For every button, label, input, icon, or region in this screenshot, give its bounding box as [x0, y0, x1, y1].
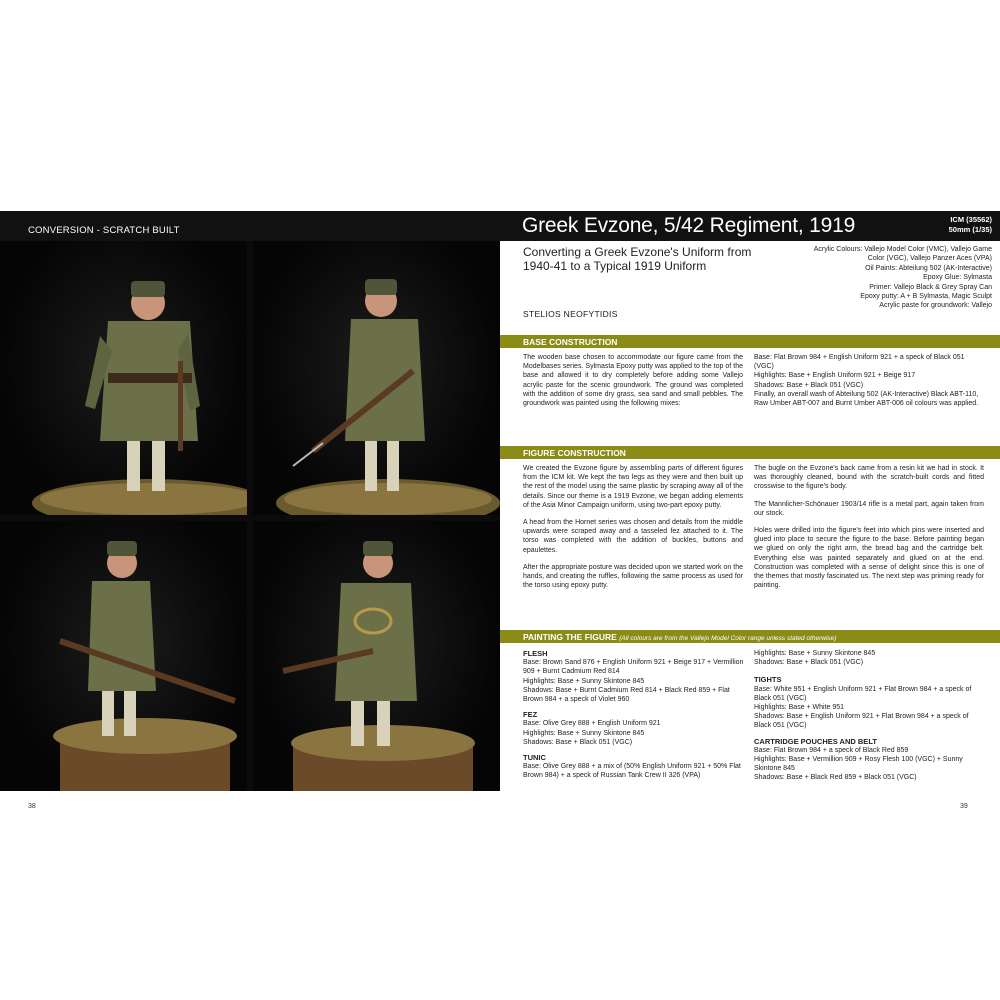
section-heading-figure: FIGURE CONSTRUCTION: [500, 446, 1000, 459]
paint-line: Highlights: Base + English Uniform 921 + Beige 917: [754, 372, 916, 380]
figure-photo-rifle: [0, 521, 247, 791]
paint-subheading: TUNIC: [523, 753, 546, 763]
material-line: Epoxy Glue: Sylmasta: [923, 274, 992, 282]
article-page: [500, 241, 1000, 821]
paint-line: Shadows: Base + Black 051 (VGC): [523, 738, 633, 746]
paint-line: Finally, an overall wash of Abteilung 502 (AK-Interactive) Black ABT-110, Raw Umber ABT-007 and Burnt Umber ABT-006 oil colours was applied.: [754, 390, 979, 408]
paint-subheading: CARTRIDGE POUCHES AND BELT: [754, 736, 877, 746]
material-line: Color (VGC), Vallejo Panzer Aces (VPA): [867, 255, 992, 263]
figure-image: [253, 241, 500, 515]
section-heading-painting: [500, 630, 1000, 643]
material-line: Acrylic paste for groundwork: Vallejo: [879, 302, 992, 310]
paragraph: A head from the Hornet series was chosen and details from the middle upwards were scraped away and a tasseled fez attached to it. The torso was completed with the addition of buckles, buttons and epaulettes.: [523, 519, 743, 554]
paint-line: Base: Flat Brown 984 + English Uniform 921 + a speck of Black 051 (VGC): [754, 354, 965, 371]
paint-line: Shadows: Base + Black Red 859 + Black 051 (VGC): [754, 774, 917, 782]
paint-line: Base: White 951 + English Uniform 921 + Flat Brown 984 + a speck of Black 051 (VGC): [754, 685, 972, 702]
article-subtitle: Converting a Greek Evzone's Uniform from 1940-41 to a Typical 1919 Uniform: [523, 245, 752, 273]
section-label: CONVERSION - SCRATCH BUILT: [28, 225, 180, 236]
figure-photo-back: [253, 521, 500, 791]
paragraph: Holes were drilled into the figure's feet into which pins were inserted and glued into place to secure the figure to the base. Before painting began we glued on only the right arm, the bread bag and the cartridge belt. Everything else was painted separately and glued on at the end. Construction was completed with a sense of delight since this is one of the themes that mostly fascinated us. The next step was priming ready for painting.: [754, 527, 984, 590]
paragraph: After the appropriate posture was decided upon we started work on the hands, and creating the ruffles, following the same process as used for the torso using epoxy putty.: [523, 563, 743, 590]
paint-line: Shadows: Base + Black 051 (VGC): [754, 659, 864, 667]
figure-text-right: [754, 464, 984, 598]
paint-subheading: FEZ: [523, 710, 538, 720]
kit-code: ICM (35562): [950, 215, 992, 224]
page-number-left: 38: [28, 803, 36, 810]
paint-line: Highlights: Base + White 951: [754, 704, 845, 712]
material-line: Oil Paints: Abteilung 502 (AK-Interactive): [865, 264, 992, 272]
kit-info: [949, 215, 992, 235]
painting-text-right: [754, 649, 984, 783]
paint-line: Highlights: Base + Sunny Skintone 845: [523, 677, 645, 685]
paint-subheading: TIGHTS: [754, 675, 782, 685]
paragraph: The wooden base chosen to accommodate our figure came from the Modelbases series. Sylmasta Epoxy putty was applied to the top of the base and allowed it to dry completely before adding some Vallejo acrylic paste for the scenic groundwork. The ground was completed with the addition of some dry grass, sea sand and small pebbles. The groundwork was painted using the following mixes:: [523, 354, 743, 408]
base-text-right: [754, 353, 984, 408]
paragraph: The Mannlicher-Schönauer 1903/14 rifle is a metal part, again taken from our stock.: [754, 500, 984, 517]
page-number-right: 39: [960, 803, 968, 810]
paint-line: Base: Brown Sand 876 + English Uniform 921 + Beige 917 + Vermillion 909 + Burnt Cadmium Red 814: [523, 659, 744, 676]
section-heading-base: BASE CONSTRUCTION: [500, 335, 1000, 348]
figure-image: [0, 521, 247, 791]
figure-image: [0, 241, 247, 515]
base-text-left: [523, 353, 743, 416]
paint-line: Base: Olive Grey 888 + a mix of (50% English Uniform 921 + 50% Flat Brown 984) + a speck of Russian Tank Crew II 326 (VPA): [523, 763, 741, 780]
paragraph: We created the Evzone figure by assembling parts of different figures from the ICM kit. We kept the two legs as they were and then built up the rest of the model using the same plastic by scraping away all of the details. Since our theme is a 1919 Evzone, we began adding elements of the Asia Minor Campaign uniform, using two-part epoxy putty.: [523, 465, 743, 509]
material-line: Primer: Vallejo Black & Grey Spray Can: [869, 283, 992, 291]
painting-heading: PAINTING THE FIGURE: [523, 632, 617, 642]
figure-image: [253, 521, 500, 791]
figure-text-left: [523, 464, 743, 598]
paragraph: The bugle on the Evzone's back came from a resin kit we had in stock. It was thoroughly cleaned, bound with the scratch-built cords and fitted crosswise to the figure's body.: [754, 465, 984, 491]
kit-scale: 50mm (1/35): [948, 225, 992, 234]
article-title: Greek Evzone, 5/42 Regiment, 1919: [522, 214, 856, 237]
paint-line: Base: Flat Brown 984 + a speck of Black Red 859: [754, 746, 909, 754]
paint-line: Highlights: Base + Sunny Skintone 845: [523, 729, 645, 737]
paint-line: Highlights: Base + Sunny Skintone 845: [754, 650, 876, 657]
paint-line: Highlights: Base + Vermillion 909 + Rosy Flesh 100 (VGC) + Sunny Skintone 845: [754, 756, 963, 773]
material-line: Acrylic Colours: Vallejo Model Color (VMC), Vallejo Game: [813, 246, 992, 253]
paint-line: Shadows: Base + Black 051 (VGC): [754, 381, 864, 389]
author-name: STELIOS NEOFYTIDIS: [523, 309, 618, 319]
painting-note: (All colours are from the Vallejo Model Color range unless stated otherwise): [619, 635, 837, 642]
materials-list: [762, 245, 992, 311]
paint-subheading: FLESH: [523, 649, 548, 658]
paint-line: Shadows: Base + English Uniform 921 + Flat Brown 984 + a speck of Black 051 (VGC): [754, 713, 969, 730]
figure-photo-front: [0, 241, 247, 515]
magazine-spread: [0, 211, 1000, 821]
material-line: Epoxy putty: A + B Sylmasta, Magic Sculpt: [860, 293, 992, 301]
figure-photo-side: [253, 241, 500, 515]
photo-panel: [0, 241, 500, 791]
header-bar: [0, 211, 1000, 241]
paint-line: Shadows: Base + Burnt Cadmium Red 814 + Black Red 859 + Flat Brown 984 + a speck of Violet 960: [523, 686, 730, 704]
painting-text-left: [523, 649, 745, 781]
paint-line: Base: Olive Grey 888 + English Uniform 921: [523, 720, 661, 728]
